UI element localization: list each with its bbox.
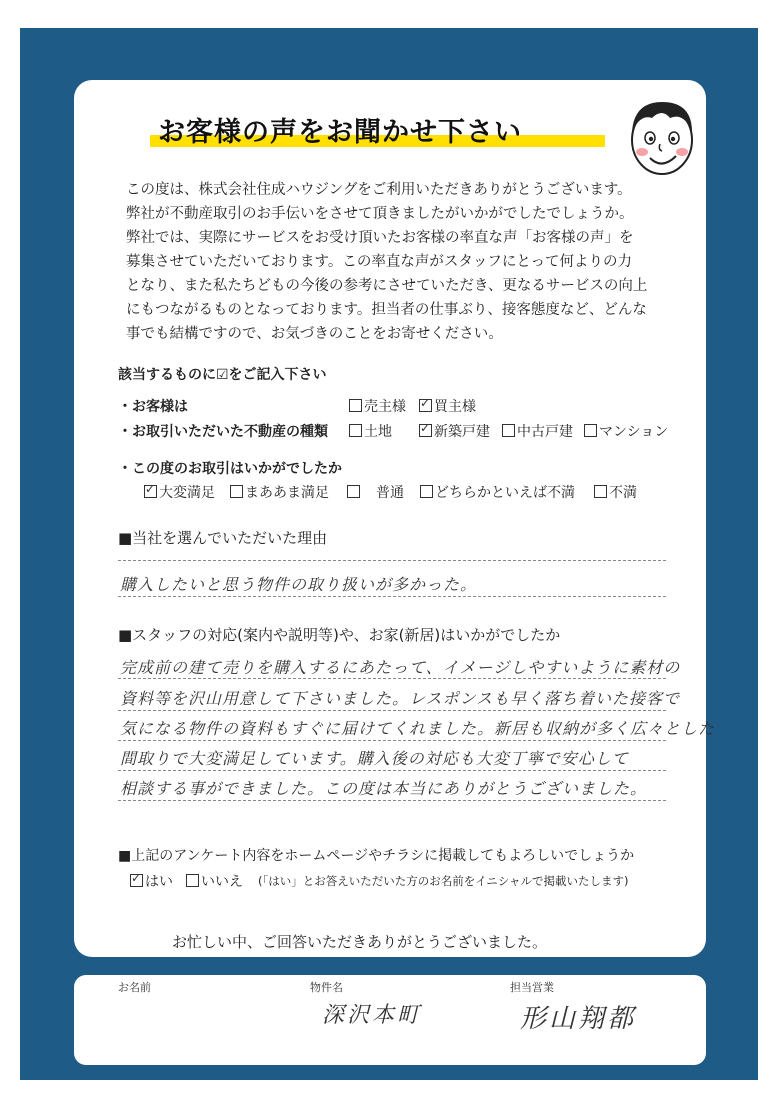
checkbox-somewhat-satisfied[interactable]	[230, 485, 243, 498]
checkbox-very-satisfied[interactable]	[144, 485, 157, 498]
checkbox-dissatisfied[interactable]	[594, 485, 607, 498]
checkbox-publish-no[interactable]	[186, 874, 199, 887]
satisfaction-label: ・この度のお取引はいかがでしたか	[118, 461, 342, 477]
option-normal[interactable]	[347, 482, 404, 502]
intro-line: 弊社では、実際にサービスをお受け頂いたお客様の率直な声「お客様の声」を	[126, 230, 634, 246]
option-label: まああま満足	[245, 485, 329, 501]
property-value: 深沢本町	[322, 1003, 423, 1028]
divider	[118, 560, 666, 561]
option-new-house[interactable]	[419, 421, 490, 441]
reason-section-title: ■当社を選んでいただいた理由	[118, 529, 328, 547]
option-label: 普通	[376, 485, 404, 501]
divider	[118, 770, 666, 771]
option-label: どちらかといえば不満	[435, 485, 575, 501]
staff-answer-line: 完成前の建て売りを購入するにあたって、イメージしやすいように素材の	[120, 658, 681, 677]
option-mansion[interactable]	[584, 421, 668, 441]
reason-answer: 購入したいと思う物件の取り扱いが多かった。	[120, 575, 478, 594]
checkbox-mansion[interactable]	[584, 424, 597, 437]
option-label: 土地	[364, 424, 392, 440]
divider	[118, 800, 666, 801]
publish-section-title: ■上記のアンケート内容をホームページやチラシに掲載してもよろしいでしょうか	[118, 848, 635, 864]
divider	[118, 710, 666, 711]
option-somewhat-dissatisfied[interactable]	[420, 482, 575, 502]
option-used-house[interactable]	[502, 421, 573, 441]
option-publish-no[interactable]	[186, 871, 243, 891]
option-label: 買主様	[434, 399, 476, 415]
divider	[118, 740, 666, 741]
checkbox-seller[interactable]	[349, 399, 362, 412]
divider	[118, 596, 666, 597]
option-land[interactable]	[349, 421, 392, 441]
intro-line: この度は、株式会社住成ハウジングをご利用いただきありがとうございます。	[126, 182, 632, 198]
option-dissatisfied[interactable]	[594, 482, 637, 502]
option-label: 不満	[609, 485, 637, 501]
staff-answer-line: 間取りで大変満足しています。購入後の対応も大変丁寧で安心して	[120, 749, 629, 768]
option-label: 新築戸建	[434, 424, 490, 440]
option-buyer[interactable]	[419, 396, 476, 416]
instruction-text: 該当するものに☑をご記入下さい	[118, 367, 327, 383]
option-label: 大変満足	[159, 485, 215, 501]
option-somewhat-satisfied[interactable]	[230, 482, 329, 502]
staff-value: 形山翔都	[520, 1004, 637, 1034]
face-illustration-icon	[622, 90, 702, 180]
thanks-text: お忙しい中、ご回答いただきありがとうございました。	[172, 933, 548, 951]
staff-answer-line: 相談する事ができました。この度は本当にありがとうございました。	[120, 779, 648, 798]
checkbox-buyer[interactable]	[419, 399, 432, 412]
intro-text	[126, 178, 686, 346]
option-label: はい	[145, 874, 173, 890]
option-seller[interactable]	[349, 396, 406, 416]
option-label: 中古戸建	[517, 424, 573, 440]
option-label: いいえ	[201, 874, 243, 890]
staff-answer-line: 気になる物件の資料もすぐに届けてくれました。新居も収納が多く広々とした	[120, 719, 716, 738]
name-label: お名前	[118, 981, 151, 994]
intro-line: にもつながるものとなっております。担当者の仕事ぶり、接客態度など、どんな	[126, 302, 647, 318]
staff-answer-line: 資料等を沢山用意して下さいました。レスポンスも早く落ち着いた接客で	[120, 689, 681, 708]
property-type-label: ・お取引いただいた不動産の種類	[118, 424, 328, 440]
option-publish-yes[interactable]	[130, 871, 173, 891]
checkbox-land[interactable]	[349, 424, 362, 437]
checkbox-new-house[interactable]	[419, 424, 432, 437]
divider	[118, 678, 666, 679]
intro-line: 弊社が不動産取引のお手伝いをさせて頂きましたがいかがでしたでしょうか。	[126, 206, 634, 222]
checkbox-somewhat-dissatisfied[interactable]	[420, 485, 433, 498]
option-very-satisfied[interactable]	[144, 482, 215, 502]
intro-line: 募集させていただいております。この率直な声がスタッフにとって何よりの力	[126, 254, 633, 270]
checkbox-normal[interactable]	[347, 485, 360, 498]
checkbox-used-house[interactable]	[502, 424, 515, 437]
publish-note: (「はい」とお答えいただいた方のお名前をイニシャルで掲載いたします)	[258, 874, 629, 888]
property-label: 物件名	[310, 981, 343, 994]
page-title: お客様の声をお聞かせ下さい	[158, 117, 522, 148]
option-label: 売主様	[364, 399, 406, 415]
option-label: マンション	[599, 424, 669, 440]
title-block	[150, 110, 605, 150]
intro-line: 事でも結構ですので、お気づきのことをお寄せください。	[126, 326, 503, 342]
intro-line: となり、また私たちどもの今後の参考にさせていただき、更なるサービスの向上	[126, 278, 648, 294]
checkbox-publish-yes[interactable]	[130, 874, 143, 887]
staff-label: 担当営業	[510, 981, 554, 994]
staff-section-title: ■スタッフの対応(案内や説明等)や、お家(新居)はいかがでしたか	[118, 626, 561, 644]
customer-type-label: ・お客様は	[118, 399, 188, 415]
